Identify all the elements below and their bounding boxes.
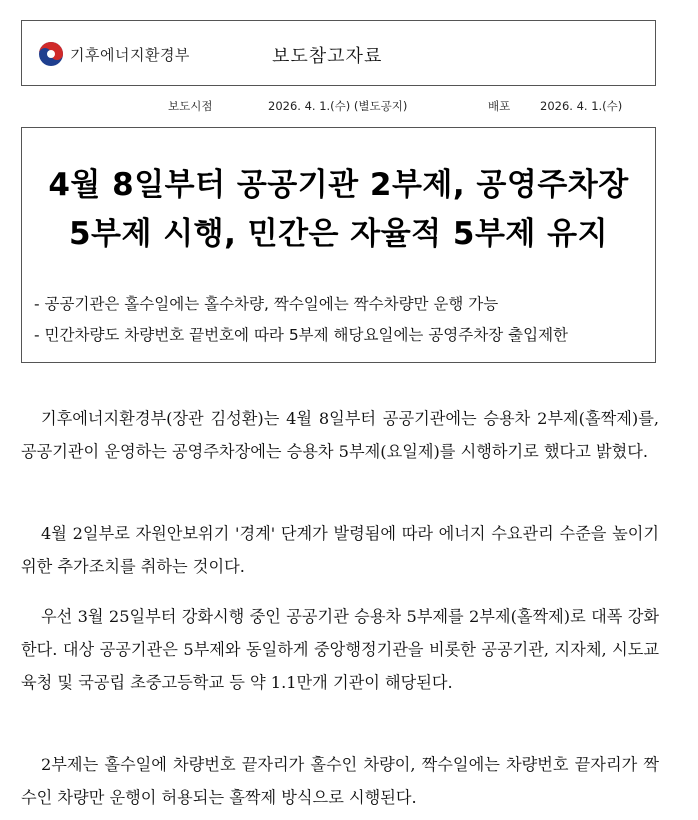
body-paragraph: 2부제는 홀수일에 차량번호 끝자리가 홀수인 차량이, 짝수일에는 차량번호 끝자리가 짝수인 차량만 운행이 허용되는 홀짝제 방식으로 시행된다.: [21, 755, 659, 807]
headline-line-1: 4월 8일부터 공공기관 2부제, 공영주차장: [48, 167, 629, 203]
release-value: 2026. 4. 1.(수) (별도공지): [268, 99, 408, 113]
title-box: [21, 127, 656, 363]
distribution-value: 2026. 4. 1.(수): [540, 99, 623, 113]
taegeuk-icon: [38, 41, 64, 67]
headline-line-2: 5부제 시행, 민간은 자율적 5부제 유지: [68, 216, 609, 252]
body-paragraph: 기후에너지환경부(장관 김성환)는 4월 8일부터 공공기관에는 승용차 2부제(홀짝제)를, 공공기관이 운영하는 공영주차장에는 승용차 5부제(요일제)를 시행하기로 했다고 밝혔다.: [21, 409, 659, 461]
document-type: 보도참고자료: [272, 46, 383, 67]
body-paragraph: 4월 2일부로 자원안보위기 '경계' 단계가 발령됨에 따라 에너지 수요관리 수준을 높이기 위한 추가조치를 취하는 것이다.: [21, 524, 659, 576]
ministry-logo: [38, 41, 190, 67]
summary-bullet: - 공공기관은 홀수일에는 홀수차량, 짝수일에는 짝수차량만 운행 가능: [34, 295, 499, 313]
ministry-name: 기후에너지환경부: [70, 45, 190, 64]
header-box: [21, 20, 656, 86]
summary-bullet: - 민간차량도 차량번호 끝번호에 따라 5부제 해당요일에는 공영주차장 출입제한: [34, 326, 569, 344]
release-label: 보도시점: [168, 99, 213, 113]
body-paragraph: 우선 3월 25일부터 강화시행 중인 공공기관 승용차 5부제를 2부제(홀짝제)로 대폭 강화한다. 대상 공공기관은 5부제와 동일하게 중앙행정기관을 비롯한 공공기관, 지자체, 시도교육청 및 국공립 초중고등학교 등 약 1.1만개 기관이 해당된다.: [21, 607, 659, 692]
distribution-label: 배포: [488, 99, 511, 113]
